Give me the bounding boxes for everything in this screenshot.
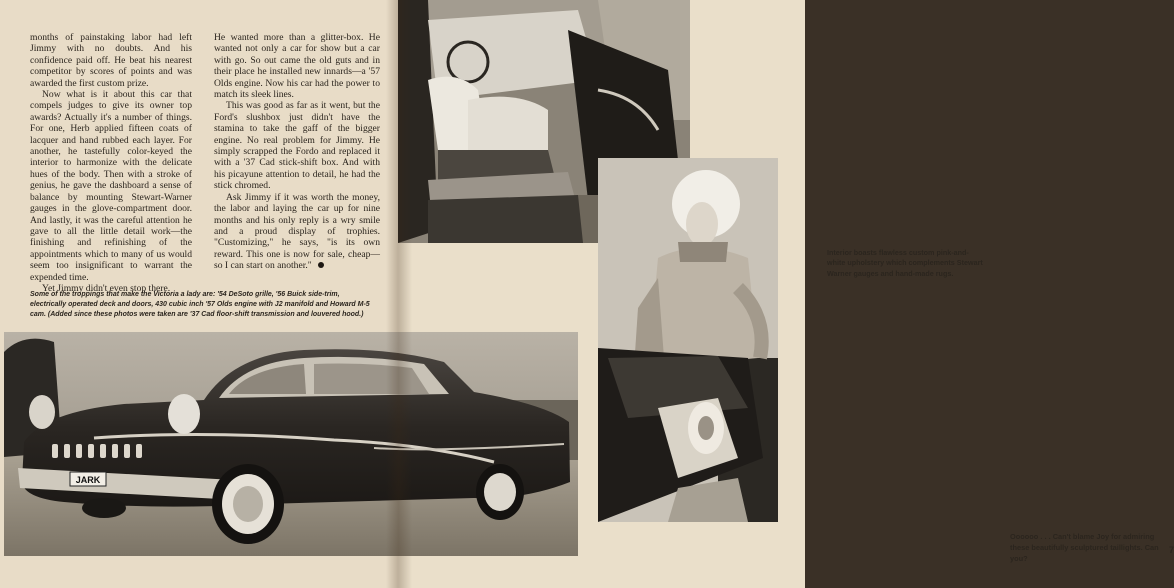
taillight-photo-caption: Oooooo . . . Can't blame Joy for admiring these beautifully sculptured taillights. Can you? <box>1010 532 1159 563</box>
page-number: 7 <box>1169 545 1174 555</box>
article-paragraph-text: Ask Jimmy if it was worth the money, the labor and laying the car up for nine months and his only reply is a wry smile and a proud display of trophies. "Customizing," he says, "is its own reward. This one is now for sale, cheap—so I can start on another." <box>214 191 380 272</box>
car-side-photo <box>4 332 578 556</box>
article-paragraph: months of painstaking labor had left Jimmy with no doubts. And his confidence paid off. He beat his nearest competitor by scores of points and was awarded the first custom prize. <box>30 32 192 89</box>
article-paragraph: This was good as far as it went, but the Ford's slushbox just didn't have the stamina to take the gaff of the bigger engine. No real problem for Jimmy. He simply scrapped the Fordo and replaced it with a '37 Cad stick-shift box. And with his picayune attention to detail, he had the stick chromed. <box>214 100 380 192</box>
article-paragraph: Now what is it about this car that compels judges to give its owner top awards? Actually it's a number of things. For one, Herb applied fifteen coats of lacquer and hand rubbed each layer. For another, he tastefully color-keyed the interior to harmonize with the delicate hues of the body. Then with a stroke of genius, he gave the dashboard a sense of balance by mounting Stewart-Warner gauges in the glove-compartment door. And lastly, it was the careful attention he gave to all the little detail work—the finishing and refinishing of the appointments which to many of us would seem too insignificant to warrant the expended time. <box>30 89 192 283</box>
article-column-1 <box>30 32 192 294</box>
article-paragraph <box>214 192 380 272</box>
car-photo-graphic <box>4 332 578 556</box>
end-of-article-bullet <box>318 262 324 268</box>
car-photo-caption: Some of the troppings that make the Victoria a lady are: '54 DeSoto grille, '56 Buick side-trim, electrically operated deck and doors, 430 cubic inch '57 Olds engine with J2 manifold and Howard M-5 cam. (Added since these photos were taken are '37 Cad floor-shift transmission and louvered hood.) <box>30 291 370 318</box>
interior-photo-caption: Interior boasts flawless custom pink-and-white upholstery which complements Stewart Warner gauges and hand-made rugs. <box>827 248 983 278</box>
article-paragraph: He wanted more than a glitter-box. He wanted not only a car for show but a car with go. So out came the old guts and in their place he installed new innards—a '57 Olds engine. Now his car had the power to match its sleek lines. <box>214 32 380 101</box>
woman-taillights-photo <box>598 158 778 522</box>
taillights-photo-graphic <box>598 158 778 522</box>
article-column-2 <box>214 32 380 288</box>
license-plate-text: JARK <box>75 475 101 485</box>
article-paragraph: Yet Jimmy didn't even stop there. <box>42 282 171 294</box>
